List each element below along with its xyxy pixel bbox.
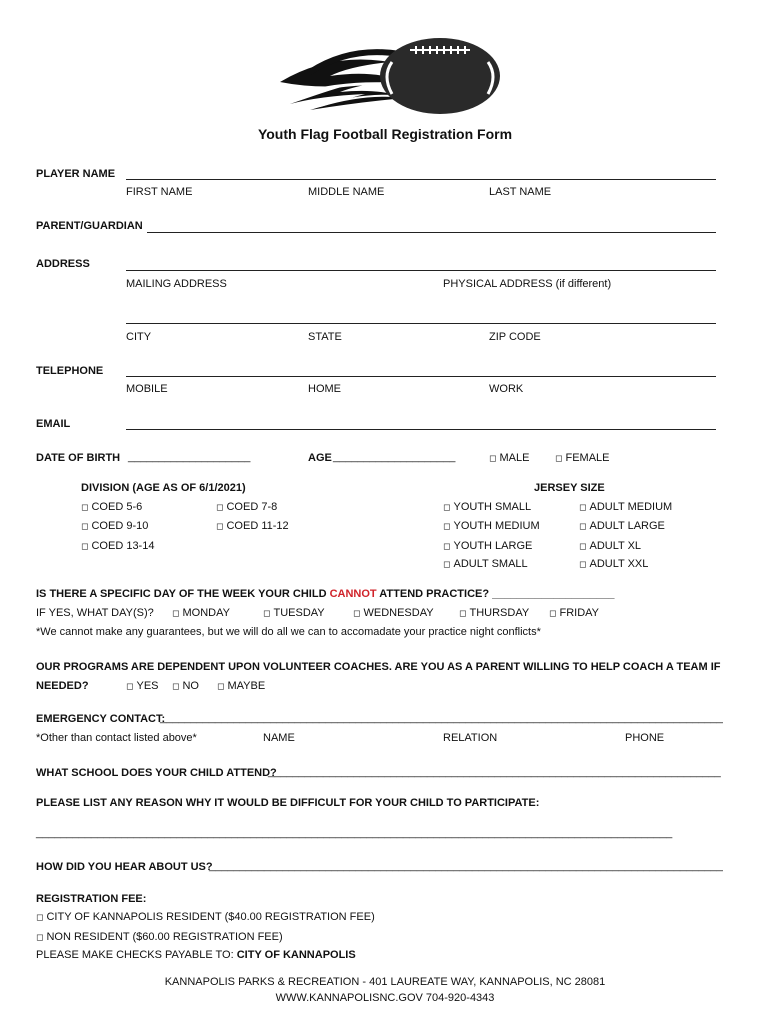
address-label: ADDRESS: [36, 258, 90, 270]
practice-question-cannot: CANNOT: [329, 588, 377, 600]
female-label: FEMALE: [565, 452, 610, 464]
dob-label: DATE OF BIRTH: [36, 452, 121, 464]
jersey-adult-xl[interactable]: [579, 540, 641, 552]
volunteer-maybe[interactable]: [217, 680, 265, 692]
day-monday[interactable]: [172, 607, 230, 619]
zip-caption: ZIP CODE: [489, 331, 541, 343]
emergency-contact-field[interactable]: ____________________________________________________________________________________________: [160, 712, 723, 724]
checkbox-icon[interactable]: ◻: [489, 453, 497, 463]
day-tuesday[interactable]: [263, 607, 325, 619]
work-caption: WORK: [489, 383, 524, 395]
hear-about-label: HOW DID YOU HEAR ABOUT US?: [36, 861, 213, 873]
difficulty-label: PLEASE LIST ANY REASON WHY IT WOULD BE DIFFICULT FOR YOUR CHILD TO PARTICIPATE:: [36, 797, 540, 809]
jersey-label: YOUTH MEDIUM: [453, 520, 540, 532]
jersey-youth-medium[interactable]: [443, 520, 540, 532]
day-label: TUESDAY: [273, 607, 325, 619]
hear-about-field[interactable]: ____________________________________________________________________________________: [209, 860, 723, 872]
checkbox-icon[interactable]: ◻: [216, 502, 224, 512]
checkbox-icon[interactable]: ◻: [36, 932, 44, 942]
division-coed-5-6[interactable]: [81, 501, 142, 513]
jersey-label: ADULT MEDIUM: [589, 501, 673, 513]
city-caption: CITY: [126, 331, 152, 343]
telephone-label: TELEPHONE: [36, 365, 104, 377]
volunteer-question: OUR PROGRAMS ARE DEPENDENT UPON VOLUNTEER COACHES. ARE YOU AS A PARENT WILLING TO HELP COACH A TEAM IF: [36, 661, 721, 673]
checkbox-icon[interactable]: ◻: [555, 453, 563, 463]
checkbox-icon[interactable]: ◻: [443, 521, 451, 531]
mailing-address-caption: MAILING ADDRESS: [126, 278, 227, 290]
checkbox-icon[interactable]: ◻: [459, 608, 467, 618]
emergency-contact-label: EMERGENCY CONTACT:: [36, 713, 166, 725]
volunteer-no[interactable]: [172, 680, 199, 692]
physical-address-caption: PHYSICAL ADDRESS (if different): [443, 278, 612, 290]
day-label: MONDAY: [182, 607, 230, 619]
last-name-caption: LAST NAME: [489, 186, 552, 198]
checkbox-icon[interactable]: ◻: [579, 521, 587, 531]
parent-guardian-label: PARENT/GUARDIAN: [36, 220, 143, 232]
day-label: WEDNESDAY: [363, 607, 434, 619]
day-label: FRIDAY: [559, 607, 600, 619]
jersey-label: YOUTH SMALL: [453, 501, 532, 513]
checkbox-icon[interactable]: ◻: [443, 559, 451, 569]
checkbox-icon[interactable]: ◻: [263, 608, 271, 618]
city-state-zip-line[interactable]: [126, 323, 716, 324]
day-thursday[interactable]: [459, 607, 529, 619]
jersey-youth-large[interactable]: [443, 540, 532, 552]
fee-nonresident-label: NON RESIDENT ($60.00 REGISTRATION FEE): [46, 931, 283, 943]
player-name-line[interactable]: [126, 179, 716, 180]
division-label: COED 7-8: [226, 501, 278, 513]
jersey-youth-small[interactable]: [443, 501, 531, 513]
checkbox-icon[interactable]: ◻: [579, 559, 587, 569]
checkbox-icon[interactable]: ◻: [172, 681, 180, 691]
telephone-line[interactable]: [126, 376, 716, 377]
division-label: COED 5-6: [91, 501, 143, 513]
emergency-name-caption: NAME: [263, 732, 295, 744]
if-yes-label: IF YES, WHAT DAY(S)?: [36, 607, 154, 619]
jersey-heading: JERSEY SIZE: [534, 482, 605, 494]
fee-resident-option[interactable]: [36, 911, 375, 923]
practice-question-end: ATTEND PRACTICE? ____________________: [376, 588, 615, 600]
division-coed-9-10[interactable]: [81, 520, 148, 532]
email-label: EMAIL: [36, 418, 71, 430]
day-label: THURSDAY: [469, 607, 530, 619]
jersey-adult-xxl[interactable]: [579, 558, 648, 570]
footer-website: WWW.KANNAPOLISNC.GOV 704-920-4343: [275, 992, 495, 1004]
fee-resident-label: CITY OF KANNAPOLIS RESIDENT ($40.00 REGISTRATION FEE): [46, 911, 375, 923]
checkbox-icon[interactable]: ◻: [81, 502, 89, 512]
division-coed-11-12[interactable]: [216, 520, 289, 532]
registration-fee-heading: REGISTRATION FEE:: [36, 893, 147, 905]
school-label: WHAT SCHOOL DOES YOUR CHILD ATTEND?: [36, 767, 277, 779]
state-caption: STATE: [308, 331, 342, 343]
female-option[interactable]: [555, 452, 610, 464]
volunteer-question-cont: NEEDED?: [36, 680, 89, 692]
checkbox-icon[interactable]: ◻: [443, 541, 451, 551]
practice-question: [36, 588, 615, 600]
division-coed-7-8[interactable]: [216, 501, 277, 513]
middle-name-caption: MIDDLE NAME: [308, 186, 385, 198]
checkbox-icon[interactable]: ◻: [549, 608, 557, 618]
male-option[interactable]: [489, 452, 529, 464]
first-name-caption: FIRST NAME: [126, 186, 193, 198]
jersey-adult-small[interactable]: [443, 558, 528, 570]
checkbox-icon[interactable]: ◻: [126, 681, 134, 691]
mobile-caption: MOBILE: [126, 383, 168, 395]
mailing-address-line[interactable]: [126, 270, 716, 271]
division-label: COED 11-12: [226, 520, 289, 532]
jersey-label: ADULT XL: [589, 540, 642, 552]
payable-line: [36, 949, 356, 961]
day-wednesday[interactable]: [353, 607, 434, 619]
form-title: Youth Flag Football Registration Form: [257, 126, 513, 142]
email-line[interactable]: [126, 429, 716, 430]
fee-nonresident-option[interactable]: [36, 931, 283, 943]
emergency-phone-caption: PHONE: [625, 732, 665, 744]
volunteer-yes[interactable]: [126, 680, 159, 692]
parent-guardian-line[interactable]: [147, 232, 716, 233]
home-caption: HOME: [308, 383, 341, 395]
checkbox-icon[interactable]: ◻: [443, 502, 451, 512]
practice-note: *We cannot make any guarantees, but we will do all we can to accomadate your practice night conflicts*: [36, 626, 541, 638]
checkbox-icon[interactable]: ◻: [172, 608, 180, 618]
checkbox-icon[interactable]: ◻: [81, 541, 89, 551]
day-friday[interactable]: [549, 607, 599, 619]
age-label: AGE: [308, 452, 332, 464]
emergency-other-note: *Other than contact listed above*: [36, 732, 197, 744]
checkbox-icon[interactable]: ◻: [216, 521, 224, 531]
division-label: COED 13-14: [91, 540, 155, 552]
maybe-label: MAYBE: [227, 680, 266, 692]
checkbox-icon[interactable]: ◻: [353, 608, 361, 618]
jersey-label: ADULT LARGE: [589, 520, 665, 532]
emergency-relation-caption: RELATION: [443, 732, 498, 744]
age-field[interactable]: ____________________: [333, 451, 456, 463]
jersey-adult-large[interactable]: [579, 520, 665, 532]
footer-address: KANNAPOLIS PARKS & RECREATION - 401 LAUREATE WAY, KANNAPOLIS, NC 28081: [164, 976, 606, 988]
practice-question-start: IS THERE A SPECIFIC DAY OF THE WEEK YOUR CHILD: [36, 588, 330, 600]
checkbox-icon[interactable]: ◻: [579, 502, 587, 512]
jersey-label: ADULT XXL: [589, 558, 649, 570]
difficulty-field[interactable]: ________________________________________________________________________________________________________: [36, 827, 673, 839]
flaming-football-icon: [270, 32, 510, 124]
division-label: COED 9-10: [91, 520, 149, 532]
checkbox-icon[interactable]: ◻: [217, 681, 225, 691]
jersey-label: ADULT SMALL: [453, 558, 528, 570]
jersey-label: YOUTH LARGE: [453, 540, 533, 552]
checkbox-icon[interactable]: ◻: [579, 541, 587, 551]
player-name-label: PLAYER NAME: [36, 168, 116, 180]
jersey-adult-medium[interactable]: [579, 501, 672, 513]
yes-label: YES: [136, 680, 159, 692]
male-label: MALE: [499, 452, 530, 464]
school-field[interactable]: __________________________________________________________________________: [268, 766, 721, 778]
division-coed-13-14[interactable]: [81, 540, 154, 552]
no-label: NO: [182, 680, 199, 692]
checkbox-icon[interactable]: ◻: [81, 521, 89, 531]
dob-field[interactable]: ____________________: [128, 451, 251, 463]
checkbox-icon[interactable]: ◻: [36, 912, 44, 922]
payee-name: CITY OF KANNAPOLIS: [236, 949, 356, 961]
division-heading: DIVISION (AGE AS OF 6/1/2021): [81, 482, 246, 494]
payable-text: PLEASE MAKE CHECKS PAYABLE TO:: [36, 949, 237, 961]
